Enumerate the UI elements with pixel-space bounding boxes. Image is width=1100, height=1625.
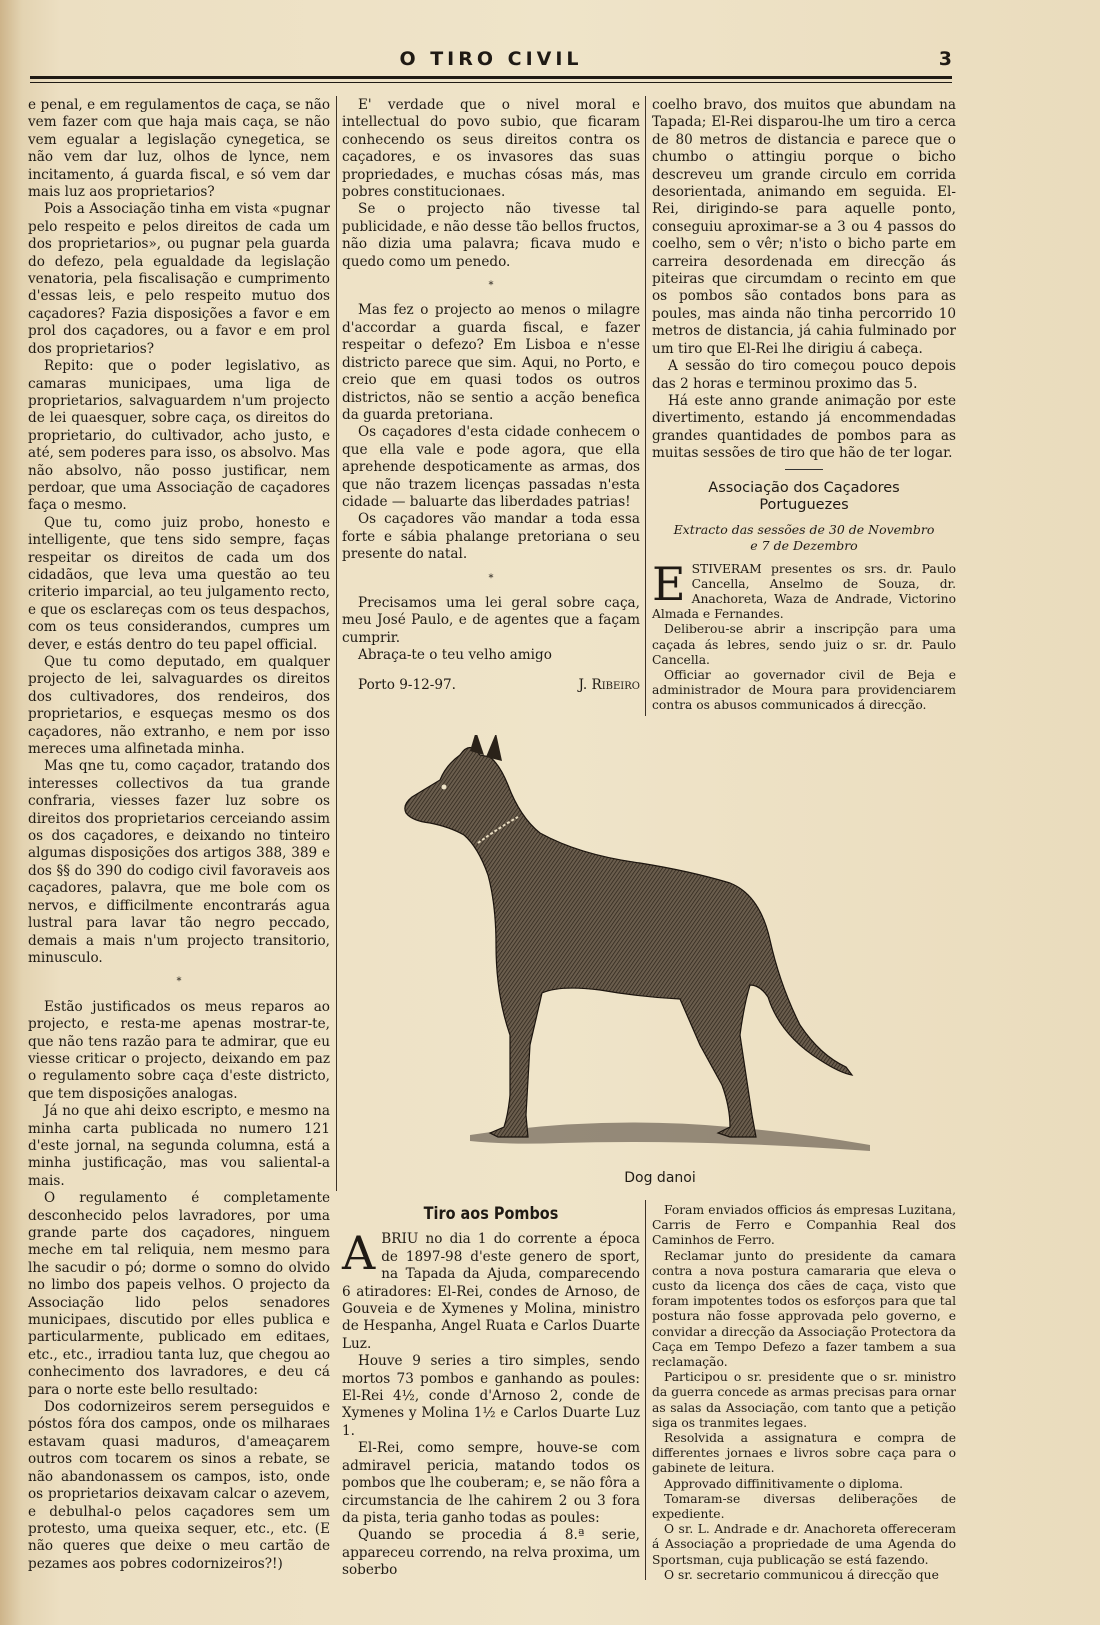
assoc-title-line-1: Associação dos Caçadores: [708, 479, 900, 496]
column-rule-2: [645, 96, 646, 716]
column-rule-1: [336, 96, 337, 1191]
col1-paragraph: Pois a Associação tinha em vista «pugnar pelo respeito e pelos direitos de cada um dos proprietarios», ou pugnar pela guarda do defezo, pela egualdade da legislação venatoria, pela fiscalisação e cumprimento d'essas leis, e pelo respeito mutuo dos caçadores? Fazia disposições a favor e em prol dos caçadores, ou a favor e em prol dos proprietarios?: [28, 201, 330, 357]
col2-paragraph: Os caçadores d'esta cidade conhecem o que ella vale e pode agora, que ella aprehende despoticamente as armas, dos que não trazem licenças passadas n'esta cidade — baluarte das liberdades patrias!: [342, 424, 640, 510]
header-rule-thick: [30, 76, 952, 79]
letter-signature: [342, 677, 640, 694]
col1-paragraph: Que tu, como juiz probo, honesto e intelligente, que tens sido sempre, faças respeitar os direitos de cada um dos cidadãos, que leva uma questão ao teu criterio imparcial, ao teu julgamento recto, e que os esclareças com os teus despachos, com os teus considerandos, cumpres um dever, e estás dentro do teu papel official.: [28, 514, 330, 653]
extracto-line-1: Extracto das sessões de 30 de Novembro: [673, 521, 935, 537]
col1-paragraph: Que tu como deputado, em qualquer projecto de lei, salvaguardes os direitos dos cultivadores, dos rendeiros, dos proprietarios, e esqueças mesmo os dos caçadores, não extranho, e nem por isso mereces uma alfinetada minha.: [28, 654, 330, 758]
column-6: [652, 1203, 956, 1583]
col6-paragraph: O sr. secretario communicou á direcção que: [664, 1567, 939, 1582]
tiro-paragraph: Houve 9 series a tiro simples, sendo mortos 73 pombos e ganhando as poules: El-Rei 4½, conde d'Arnoso 2, conde de Xymenes y Molina 1½ e Carlos Duarte Luz 1.: [342, 1353, 640, 1439]
header-rule-thin: [30, 82, 952, 83]
col1-paragraph: Estão justificados os meus reparos ao projecto, e resta-me apenas mostrar-te, que não tens razão para te admirar, que eu viesse criticar o projecto, deixando em paz o regulamento sobre caça d'este districto, que tem disposições analogas.: [28, 998, 330, 1102]
col6-paragraph: Foram enviados officios ás empresas Luzitana, Carris de Ferro e Companhia Real dos Caminhos de Ferro.: [652, 1203, 956, 1248]
col6-paragraph: Tomaram-se diversas deliberações de expediente.: [652, 1491, 956, 1522]
col3-paragraph: Há este anno grande animação por este divertimento, estando já encommendadas grandes quantidades de pombos para as muitas sessões de tiro que hão de ter logar.: [652, 392, 956, 462]
col6-paragraph: Resolvida a assignatura e compra de differentes jornaes e livros sobre caça para o gabinete de leitura.: [652, 1431, 956, 1476]
col1-paragraph: Já no que ahi deixo escripto, e mesmo na minha carta publicada no numero 121 d'este jornal, na segunda columna, está a minha justificação, mas vou saliental-a mais.: [28, 1103, 330, 1189]
assoc-title-line-2: Portuguezes: [759, 496, 849, 513]
col2-paragraph: Mas fez o projecto ao menos o milagre d'accordar a guarda fiscal, e fazer respeitar o defezo? Em Lisboa e n'esse districto parece que sim. Aqui, no Porto, e creio que em quasi todos os outros districtos, não se sentio a acção benefica da guarda pretoriana.: [342, 302, 640, 423]
col1-paragraph: e penal, e em regulamentos de caça, se não vem fazer com que haja mais caça, se não vem egualar a legislação cynegetica, se não vem dar luz, olhos de lynce, nem incitamento, á guarda fiscal, e só vem dar mais luz aos proprietarios?: [28, 97, 330, 201]
assoc-paragraph: STIVERAM presentes os srs. dr. Paulo Cancella, Anselmo de Souza, dr. Anachoreta, Waza de Andrade, Victorino Almada e Fernandes.: [652, 561, 956, 622]
column-1: [28, 97, 330, 1573]
assoc-minutes: [652, 556, 956, 714]
col2-paragraph: Se o projecto não tivesse tal publicidade, e não desse tão bellos fructos, não dizia uma palavra; ficava mudo e quedo como um penedo.: [342, 201, 640, 270]
tiro-paragraph: Quando se procedia á 8.ª serie, appareceu correndo, na relva proxima, um soberbo: [342, 1527, 640, 1579]
col6-paragraph: Participou o sr. presidente que o sr. ministro da guerra concede as armas precisas para ornar as salas da Associação, com tanto que a petição siga os tranmites legaes.: [652, 1370, 956, 1430]
assoc-paragraph: Officiar ao governador civil de Beja e administrador de Moura para providenciarem contra os abusos communicados á direcção.: [652, 667, 956, 713]
figure-caption: Dog danoi: [624, 1170, 696, 1186]
col3-paragraph: coelho bravo, dos muitos que abundam na Tapada; El-Rei disparou-lhe um tiro a cerca de 80 metros de distancia e parece que o chumbo o attingiu porque o bicho descreveu um grande circulo em corrida desorientada, animando em seguida. El-Rei, dirigindo-se para aquelle ponto, conseguiu aproximar-se a 3 ou 4 passos do coelho, sem o vêr; n'isto o bicho parte em carreira desordenada em direcção ás piteiras que circumdam o recinto em que os pombos são contados bons para as poules, mas ainda não tinha percorrido 10 metros de distancia, já cahia fulminado por um tiro que El-Rei lhe dirigiu á cabeça.: [652, 97, 956, 357]
col1-paragraph: Repito: que o poder legislativo, as camaras municipaes, uma liga de proprietarios, salvaguardem n'um projecto de lei quaesquer, sobre caça, os direitos do proprietario, do cultivador, acho justo, e até, sem poderes para isso, os absolvo. Mas não absolvo, não posso justificar, nem perdoar, que uma Associação de caçadores faça o mesmo.: [28, 358, 330, 514]
dog-engraving-image: [400, 735, 880, 1175]
col2-paragraph: Abraça-te o teu velho amigo: [358, 647, 552, 664]
col6-paragraph: O sr. L. Andrade e dr. Anachoreta offereceram á Associação a propriedade de uma Agenda do Sportsman, cuja publicação se está fazendo.: [652, 1522, 956, 1567]
extracto-line-2: e 7 de Dezembro: [750, 537, 858, 553]
drop-cap: A: [342, 1226, 376, 1281]
section-star: *: [488, 572, 494, 584]
column-rule-3: [645, 1200, 646, 1580]
section-star: *: [488, 280, 494, 292]
signature-name: J. Ribeiro: [578, 676, 640, 693]
column-3: [652, 97, 956, 714]
assoc-title: [652, 480, 956, 514]
col2-paragraph: Os caçadores vão mandar a toda essa forte e sábia phalange pretoriana o seu presente do natal.: [342, 511, 640, 563]
tiro-paragraph: El-Rei, como sempre, houve-se com admiravel pericia, matando todos os pombos que lhe couberam; e, se não fôra a circumstancia de lhe cahirem 2 ou 3 fora da pista, teria ganho todas as poules:: [342, 1440, 640, 1526]
col1-paragraph: Mas qne tu, como caçador, tratando dos interesses collectivos da tua grande confraria, viesses fazer luz sobre os direitos dos proprietarios cerceiando assim os dos caçadores, e deixando no tinteiro algumas disposições dos artigos 388, 389 e dos §§ do 390 do codigo civil favoraveis aos caçadores, palavra, que me bole com os nervos, e difficilmente encontrarás agua lustral para lavar tão negro peccado, demais a mais n'um projecto transitorio, minusculo.: [28, 758, 330, 966]
col6-paragraph: Reclamar junto do presidente da camara contra a nova postura camararia que eleva o custo da licença dos cães de caça, visto que foram impotentes todos os esforços para que tal postura não fosse approvada pelo governo, e convidar a direcção da Associação Protectora da Caça em Tempo Defezo a fazer tambem a sua reclamação.: [652, 1248, 956, 1370]
drop-cap: E: [652, 556, 686, 611]
col2-paragraph: Precisamos uma lei geral sobre caça, meu José Paulo, e de agentes que a façam cumprir.: [342, 594, 640, 646]
tiro-title: Tiro aos Pombos: [423, 1204, 559, 1224]
col1-paragraph: Dos codornizeiros serem perseguidos e póstos fóra dos campos, onde os milharaes estavam quasi maduros, d'ameaçarem outros com tocarem os sinos a rebate, se não abandonassem os campos, isto, onde os proprietarios deixavam calcar o azevem, e debulhal-o pelos caçadores sem um protesto, uma queixa sequer, etc., etc. (E não queres que deixe o meu cartão de pezames aos pobres codornizeiros?!): [28, 1399, 330, 1572]
tiro-paragraph: BRIU no dia 1 do corrente a época de 1897-98 d'este genero de sport, na Tapada da Ajuda, comparecendo 6 atiradores: El-Rei, condes de Arnoso, de Gouveia e de Xymenes y Molina, ministro de Hespanha, Angel Ruata e Carlos Duarte Luz.: [342, 1231, 640, 1352]
col2-paragraph: E' verdade que o nivel moral e intellectual do povo subio, que ficaram conhecendo os seus direitos contra os caçadores, e os invasores das suas propriedades, e muchas cósas más, mas pobres constitucionaes.: [342, 97, 640, 201]
col6-paragraph: Approvado diffinitivamente o diploma.: [664, 1476, 904, 1491]
col3-paragraph: A sessão do tiro começou pouco depois das 2 horas e terminou proximo das 5.: [652, 358, 956, 392]
column-2: [342, 97, 640, 694]
dog-illustration: [400, 735, 880, 1175]
assoc-paragraph: Deliberou-se abrir a inscripção para uma caçada ás lebres, sendo juiz o sr. dr. Paulo Cancella.: [652, 622, 956, 667]
section-divider: [785, 469, 823, 470]
running-title: O TIRO CIVIL: [399, 48, 583, 70]
section-star: *: [176, 976, 182, 988]
col1-paragraph: O regulamento é completamente desconhecido pelos lavradores, por uma grande parte dos caçadores, ninguem meche em tal reliquia, nem mesmo para lhe sacudir o pó; dorme o somno do olvido no limbo dos papeis velhos. O projecto da Associação lido pelos senadores municipaes, discutido por elles publica e particularmente, publicado em editaes, etc., etc., irradiou tanta luz, que chegou ao conhecimento dos lavradores, e deu cá para o norte este bello resultado:: [28, 1190, 330, 1398]
page-number: 3: [938, 48, 952, 70]
column-tiro: [342, 1202, 640, 1580]
extracto-subtitle: [652, 522, 956, 554]
signature-place-date: Porto 9-12-97.: [358, 676, 456, 693]
